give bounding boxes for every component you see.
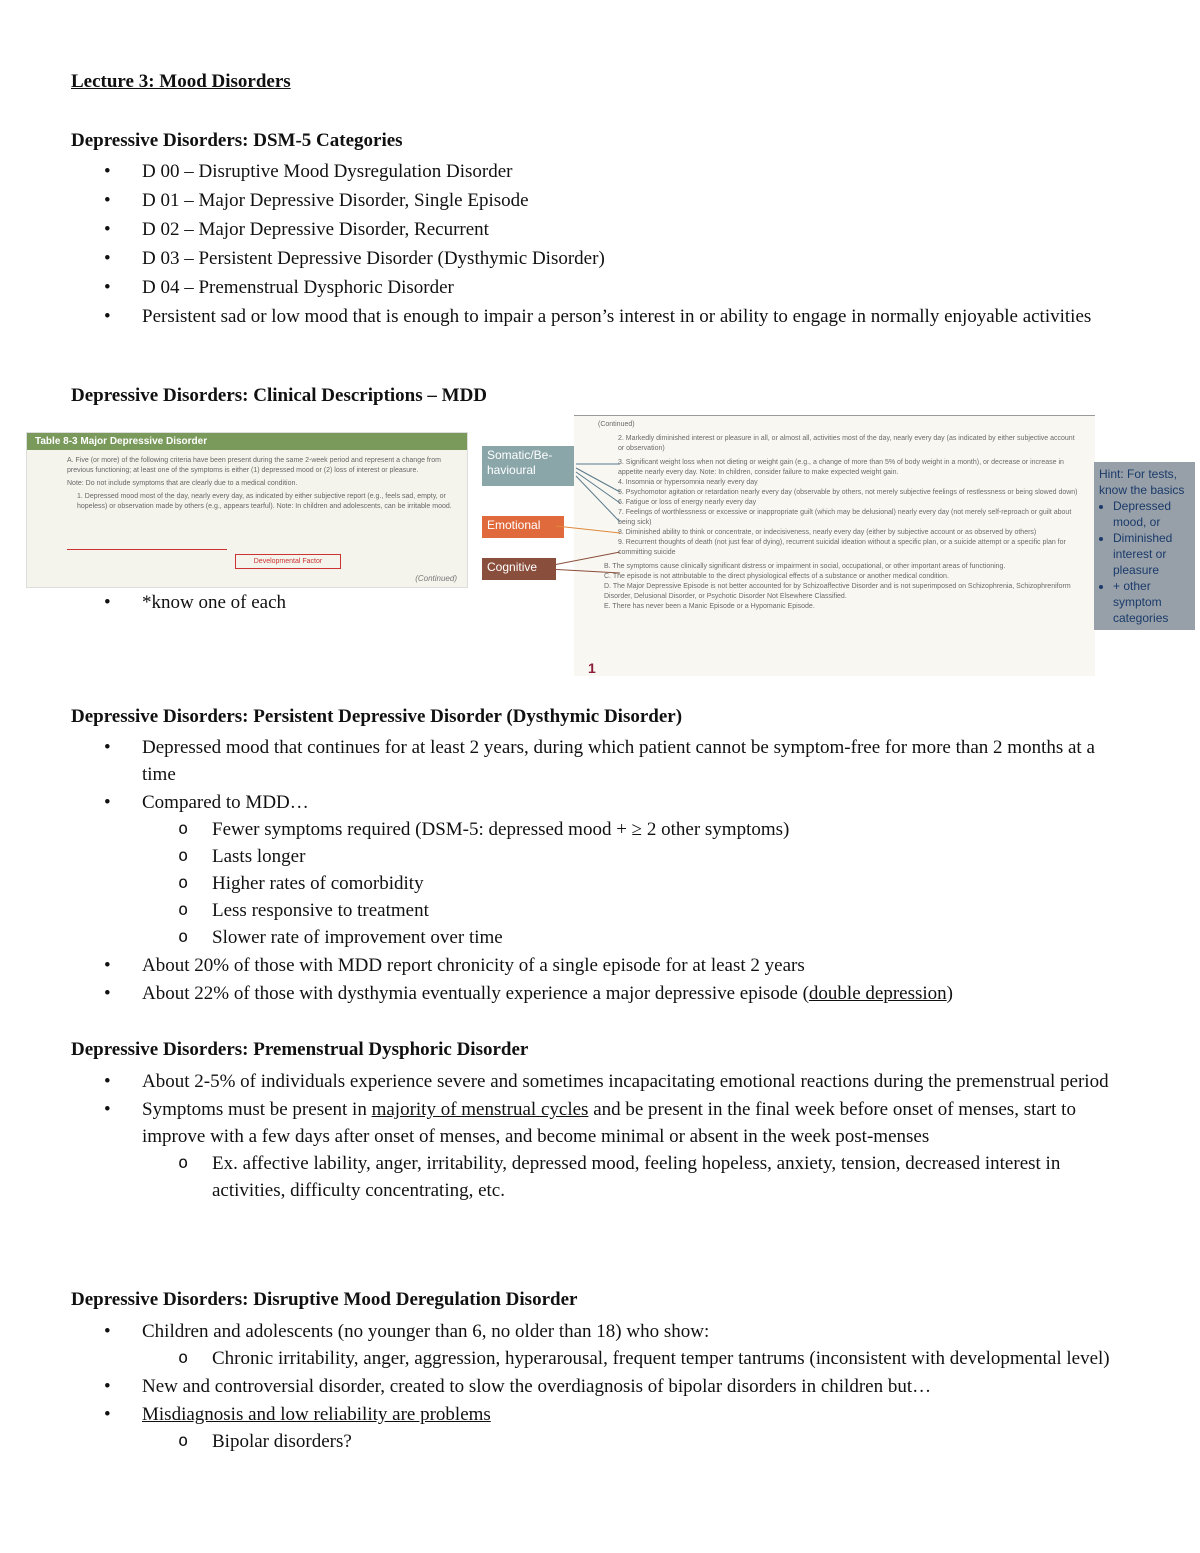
criteria-line: 2. Markedly diminished interest or pleasure in all, or almost all, activities most of the day, nearly every day (as indicated by either subjective account or observation) [618,435,1075,452]
heading-dsm-categories: Depressive Disorders: DSM-5 Categories [71,130,403,151]
pdd-list [0,734,1200,1007]
pmdd-list [0,1068,1200,1204]
sublist-item: o Slower rate of improvement over time [142,924,1122,951]
criteria-line: E. There has never been a Manic Episode or a Hypomanic Episode. [604,603,815,610]
sublist-item: o Lasts longer [142,843,1122,870]
list-item: • D 00 – Disruptive Mood Dysregulation Disorder [0,158,1122,185]
criteria-line: 8. Diminished ability to think or concentrate, or indecisiveness, nearly every day (either by subjective account or as observed by others) [618,529,1037,536]
list-item: • D 01 – Major Depressive Disorder, Single Episode [0,187,1122,214]
sublist-item: o Higher rates of comorbidity [142,870,1122,897]
page-number: 1 [588,660,596,676]
list-item [0,1318,1122,1372]
majority-cycles-term: majority of menstrual cycles [371,1099,589,1120]
criteria-line: 7. Feelings of worthlessness or excessive or inappropriate guilt (which may be delusional) nearly every day (not merely self-reproach or guilt about being sick) [618,509,1072,526]
sublist-item: o Chronic irritability, anger, aggression, hyperarousal, frequent temper tantrums (inconsistent with developmental level) [142,1345,1122,1372]
list-item: • About 2-5% of individuals experience severe and sometimes incapacitating emotional reactions during the premenstrual period [0,1068,1122,1095]
list-item: • D 04 – Premenstrual Dysphoric Disorder [0,274,1122,301]
double-depression-term: double depression [808,983,947,1004]
criteria-line: D. The Major Depressive Episode is not better accounted for by Schizoaffective Disorder and is not superimposed on Schizophrenia, Schizophreniform Disorder, Delusional Disorder, or Psychotic Disorder Not Elsewhere Classified. [604,583,1071,600]
sublist-item: o Less responsive to treatment [142,897,1122,924]
table-note: Note: Do not include symptoms that are clearly due to a medical condition. [67,480,298,487]
list-item: • Persistent sad or low mood that is enough to impair a person’s interest in or ability to engage in normally enjoyable activities [0,303,1122,330]
dmdd-sublist-2 [142,1428,1122,1455]
table-8-3-image [26,432,468,588]
dmdd-list [0,1318,1200,1455]
sublist-item: o Fewer symptoms required (DSM-5: depressed mood + ≥ 2 other symptoms) [142,816,1122,843]
developmental-factor-label: Developmental Factor [235,554,341,569]
list-item [0,1401,1122,1455]
heading-pmdd: Depressive Disorders: Premenstrual Dysphoric Disorder [71,1039,529,1060]
list-item [0,980,1122,1007]
criteria-line: 6. Fatigue or loss of energy nearly every day [618,499,757,506]
criteria-line: 3. Significant weight loss when not dieting or weight gain (e.g., a change of more than 5% of body weight in a month), or decrease or increase in appetite nearly every day. Note: In children, consider failure to make expected weight gain. [618,459,1064,476]
hint-item: • + other symptom categories [1113,578,1190,626]
mdd-list [0,589,1200,616]
hint-title: Hint: For tests, know the basics [1099,467,1185,497]
continued-label: (Continued) [415,574,457,583]
list-item-text: Children and adolescents (no younger than 6, no older than 18) who show: [142,1321,710,1342]
table-item-1: 1. Depressed mood most of the day, nearly every day, as indicated by either subjective report (e.g., feels sad, empty, or hopeless) or observation made by others (e.g., appears tearful). Note: In children and adolescents, can be irritable mood. [77,493,452,510]
criteria-line: 9. Recurrent thoughts of death (not just fear of dying), recurrent suicidal ideation without a specific plan, or a suicide attempt or a specific plan for committing suicide [618,539,1066,556]
hint-item: • Diminished interest or pleasure [1113,530,1190,578]
criteria-continued-image [574,415,1095,676]
page-title: Lecture 3: Mood Disorders [71,71,291,92]
somatic-behavioural-tag: Somatic/Be-havioural [482,446,582,486]
criteria-line: C. The episode is not attributable to the direct physiological effects of a substance or another medical condition. [604,573,949,580]
heading-pdd: Depressive Disorders: Persistent Depressive Disorder (Dysthymic Disorder) [71,706,683,727]
heading-mdd: Depressive Disorders: Clinical Descriptions – MDD [71,385,488,406]
list-item: • About 20% of those with MDD report chronicity of a single episode for at least 2 years [0,952,1122,979]
table-title: Table 8-3 Major Depressive Disorder [27,433,467,450]
list-item: • Depressed mood that continues for at least 2 years, during which patient cannot be symptom-free for more than 2 months at a time [0,734,1122,788]
list-item: • *know one of each [0,589,1122,616]
emotional-tag: Emotional [482,516,564,538]
list-item: • New and controversial disorder, created to slow the overdiagnosis of bipolar disorders in children but… [0,1373,1122,1400]
dmdd-sublist [142,1345,1122,1372]
list-item-text: Misdiagnosis and low reliability are problems [142,1404,491,1425]
list-item [0,789,1122,951]
list-item-text: and be present in the final week before onset of menses, start to improve with a few days after onset of menses, and become minimal or absent in the week post-menses [142,1099,1076,1147]
criteria-line: 5. Psychomotor agitation or retardation nearly every day (observable by others, not merely subjective feelings of restlessness or being slowed down) [618,489,1078,496]
list-item-text: Symptoms must be present in [142,1099,372,1120]
continued-label: (Continued) [598,421,635,428]
sublist-item: o Ex. affective lability, anger, irritability, depressed mood, feeling hopeless, anxiety, tension, decreased interest in activities, difficulty concentrating, etc. [142,1150,1122,1204]
pmdd-sublist [142,1150,1122,1204]
list-item: • D 02 – Major Depressive Disorder, Recurrent [0,216,1122,243]
list-item: • D 03 – Persistent Depressive Disorder (Dysthymic Disorder) [0,245,1122,272]
criteria-line: B. The symptoms cause clinically significant distress or impairment in social, occupational, or other important areas of functioning. [604,563,1006,570]
red-underline [67,549,227,550]
cognitive-tag: Cognitive [482,558,556,580]
list-item [0,1096,1122,1204]
heading-dmdd: Depressive Disorders: Disruptive Mood Deregulation Disorder [71,1289,578,1310]
list-item-text: About 22% of those with dysthymia eventually experience a major depressive episode ( [142,983,809,1004]
sublist-item: o Bipolar disorders? [142,1428,1122,1455]
pdd-sublist [142,816,1122,951]
dsm-categories-list [0,158,1200,330]
table-criterion-a: A. Five (or more) of the following criteria have been present during the same 2-week period and represent a change from previous functioning; at least one of the symptoms is either (1) depressed mood or (2) loss of interest or pleasure. [67,457,441,474]
list-item-text: ) [946,983,953,1004]
list-item-text: Compared to MDD… [142,792,309,813]
hint-item: • Depressed mood, or [1113,498,1190,530]
criteria-line: 4. Insomnia or hypersomnia nearly every day [618,479,758,486]
